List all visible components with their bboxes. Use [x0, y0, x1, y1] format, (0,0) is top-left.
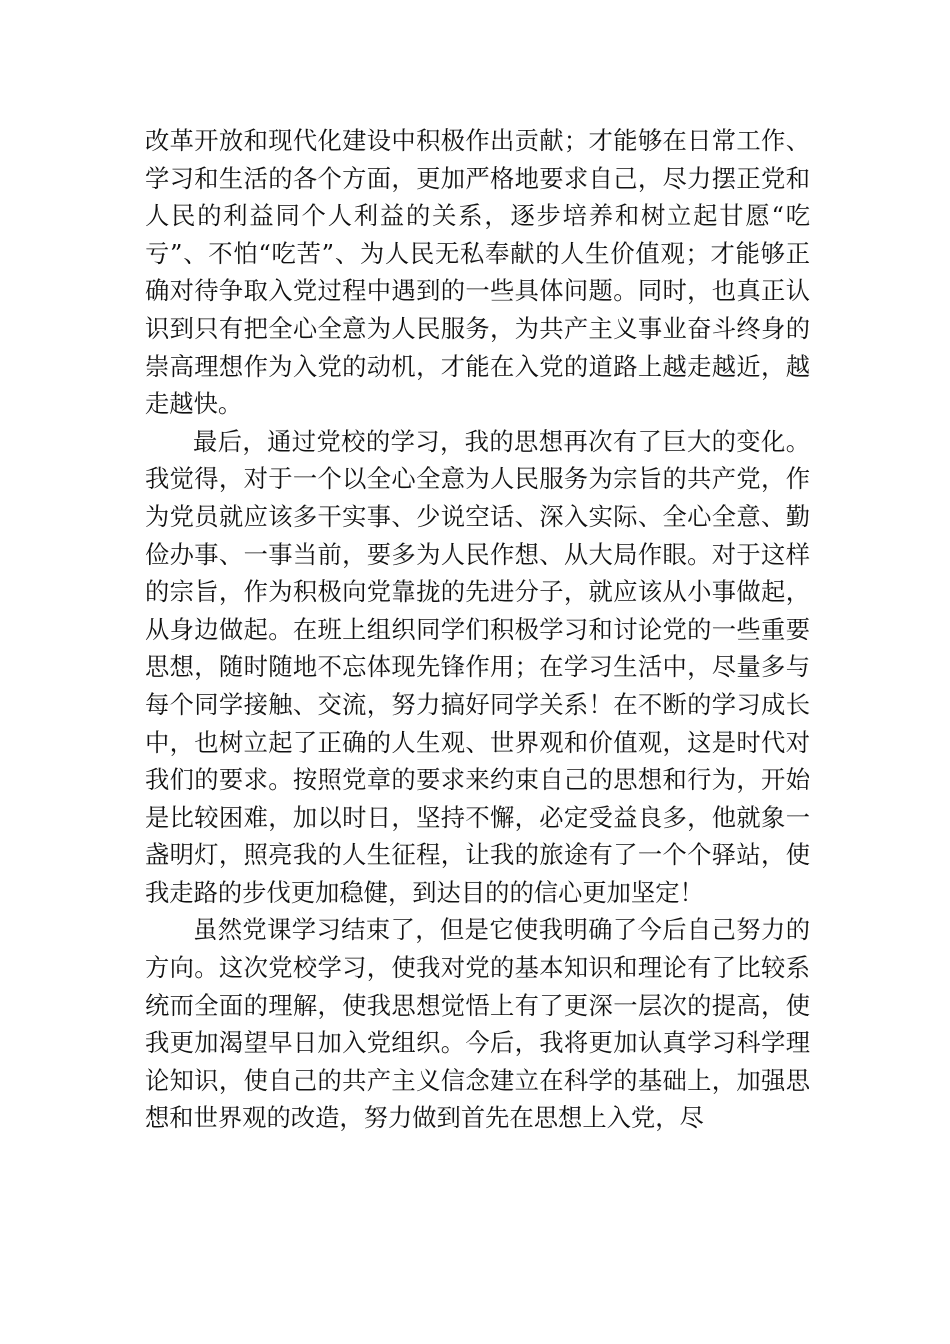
paragraph-3: 虽然党课学习结束了，但是它使我明确了今后自己努力的方向。这次党校学习，使我对党的基本知识和理论有了比较系统而全面的理解，使我思想觉悟上有了更深一层次的提高，使我更加渴望早日加入党组织。今后，我将更加认真学习科学理论知识，使自己的共产主义信念建立在科学的基础上，加强思想和世界观的改造，努力做到首先在思想上入党，尽: [145, 915, 810, 1133]
paragraph-2: 最后，通过党校的学习，我的思想再次有了巨大的变化。我觉得，对于一个以全心全意为人民服务为宗旨的共产党，作为党员就应该多干实事、少说空话、深入实际、全心全意、勤俭办事、一事当前，要多为人民作想、从大局作眼。对于这样的宗旨，作为积极向党靠拢的先进分子，就应该从小事做起，从身边做起。在班上组织同学们积极学习和讨论党的一些重要思想，随时随地不忘体现先锋作用；在学习生活中，尽量多与每个同学接触、交流，努力搞好同学关系！在不断的学习成长中，也树立起了正确的人生观、世界观和价值观，这是时代对我们的要求。按照党章的要求来约束自己的思想和行为，开始是比较困难，加以时日，坚持不懈，必定受益良多，他就象一盏明灯，照亮我的人生征程，让我的旅途有了一个个驿站，使我走路的步伐更加稳健，到达目的的信心更加坚定！: [145, 426, 810, 907]
paragraph-1: 改革开放和现代化建设中积极作出贡献；才能够在日常工作、学习和生活的各个方面，更加严格地要求自己，尽力摆正党和人民的利益同个人利益的关系，逐步培养和树立起甘愿“吃亏”、不怕“吃苦”、为人民无私奉献的人生价值观；才能够正确对待争取入党过程中遇到的一些具体问题。同时，也真正认识到只有把全心全意为人民服务，为共产主义事业奋斗终身的崇高理想作为入党的动机，才能在入党的道路上越走越近，越走越快。: [145, 126, 810, 419]
document-page: [145, 122, 810, 1137]
